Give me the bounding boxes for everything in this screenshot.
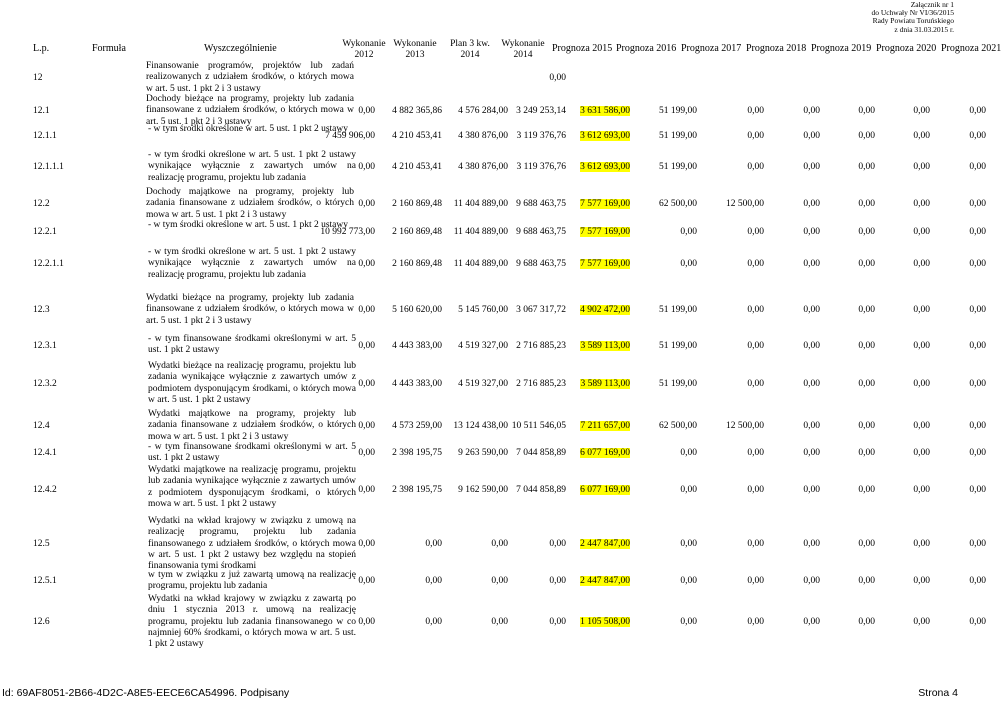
cell-f2021: 0,00 (969, 259, 986, 269)
cell-w2013: 0,00 (425, 539, 442, 549)
row-description: Dochody bieżące na programy, projekty lub zadania finansowane z udziałem środków, o których mowa w art. 5 ust. 1 pkt 2 i 3 ustawy (146, 94, 354, 127)
cell-w2013: 2 398 195,75 (392, 448, 442, 458)
cell-f2017: 0,00 (747, 448, 764, 458)
row-description: - w tym środki określone w art. 5 ust. 1 pkt 2 ustawy wynikające wyłącznie z zawartych umów na realizację programu, projektu lub zadania (148, 247, 356, 280)
cell-f2016: 51 199,00 (659, 131, 697, 141)
cell-f2021: 0,00 (969, 448, 986, 458)
page-number: Strona 4 (918, 687, 958, 699)
row-lp: 12.1.1 (33, 131, 57, 141)
header-w2012-year: 2012 (354, 49, 374, 60)
row-lp: 12.5.1 (33, 576, 57, 586)
row-description: - w tym środki określone w art. 5 ust. 1 pkt 2 ustawy (148, 220, 349, 230)
row-lp: 12.3.1 (33, 341, 57, 351)
cell-w2014: 9 688 463,75 (516, 199, 566, 209)
cell-p2014: 4 519 327,00 (458, 341, 508, 351)
cell-p2014: 0,00 (491, 576, 508, 586)
header-w2013-label: Wykonanie (393, 39, 437, 49)
cell-p2014: 9 162 590,00 (458, 485, 508, 495)
cell-f2021: 0,00 (969, 131, 986, 141)
cell-f2017: 12 500,00 (726, 199, 764, 209)
header-f2018: Prognoza 2018 (746, 43, 807, 54)
row-description: w tym w związku z już zawartą umową na realizację programu, projektu lub zadania (148, 570, 356, 592)
cell-f2020: 0,00 (913, 379, 930, 389)
cell-f2021: 0,00 (969, 379, 986, 389)
cell-f2016: 0,00 (680, 485, 697, 495)
cell-f2021: 0,00 (969, 305, 986, 315)
cell-f2016: 51 199,00 (659, 341, 697, 351)
cell-f2019: 0,00 (858, 105, 875, 116)
row-lp: 12.3.2 (33, 379, 57, 389)
cell-f2018: 0,00 (803, 227, 820, 237)
cell-f2020: 0,00 (913, 341, 930, 351)
cell-w2014: 9 688 463,75 (516, 227, 566, 237)
cell-f2016: 62 500,00 (659, 421, 697, 431)
cell-f2020: 0,00 (913, 485, 930, 495)
cell-f2016: 0,00 (680, 448, 697, 458)
document-id: Id: 69AF8051-2B66-4D2C-A8E5-EECE6CA54996. Podpisany (2, 687, 290, 699)
cell-f2018: 0,00 (803, 539, 820, 549)
cell-f2018: 0,00 (803, 485, 820, 495)
cell-w2013: 2 160 869,48 (392, 259, 442, 269)
cell-w2013: 4 443 383,00 (392, 379, 442, 389)
annex-line-1: Załącznik nr 1 (910, 0, 954, 9)
cell-f2015: 6 077 169,00 (580, 448, 630, 458)
table-row (0, 247, 986, 281)
row-lp: 12 (33, 72, 43, 83)
cell-f2018: 0,00 (803, 131, 820, 141)
cell-w2014: 3 249 253,14 (516, 105, 566, 116)
cell-f2017: 0,00 (747, 131, 764, 141)
cell-f2020: 0,00 (913, 105, 930, 116)
table-row (0, 187, 986, 221)
cell-p2014: 11 404 889,00 (453, 199, 508, 209)
cell-f2017: 12 500,00 (726, 421, 764, 431)
row-lp: 12.1.1.1 (33, 162, 64, 172)
cell-w2014: 0,00 (549, 72, 566, 83)
cell-f2020: 0,00 (913, 227, 930, 237)
cell-f2018: 0,00 (803, 379, 820, 389)
cell-f2015: 2 447 847,00 (580, 539, 630, 549)
header-w2014 (495, 39, 551, 60)
row-description: - w tym środki określone w art. 5 ust. 1 pkt 2 ustawy (148, 124, 349, 134)
header-w2013 (387, 39, 443, 60)
row-lp: 12.2.1 (33, 227, 57, 237)
cell-w2013: 2 160 869,48 (392, 199, 442, 209)
cell-f2021: 0,00 (969, 539, 986, 549)
cell-p2014: 5 145 760,00 (458, 305, 508, 315)
cell-f2021: 0,00 (969, 617, 986, 627)
cell-f2020: 0,00 (913, 448, 930, 458)
row-description: Wydatki na wkład krajowy w związku z umową na realizację programu, projektu lub zadania finansowanego z udziałem środków, o których mowa w art. 5 ust. 1 pkt 2 ustawy bez względu na stopień finansowania tymi środkami (148, 516, 356, 572)
annex-note (824, 1, 954, 34)
cell-w2012: 0,00 (358, 105, 375, 116)
cell-w2013: 4 210 453,41 (392, 131, 442, 141)
header-w2012-label: Wykonanie (342, 39, 386, 49)
cell-w2014: 7 044 858,89 (516, 448, 566, 458)
cell-w2014: 3 067 317,72 (516, 305, 566, 315)
cell-f2015: 3 612 693,00 (580, 162, 630, 172)
cell-w2014: 0,00 (549, 617, 566, 627)
header-f2016: Prognoza 2016 (616, 43, 677, 54)
financial-table (0, 33, 1001, 650)
row-lp: 12.6 (33, 617, 50, 627)
row-description: Wydatki bieżące na programy, projekty lub zadania finansowane z udziałem środków, o których mowa w art. 5 ust. 1 pkt 2 i 3 ustawy (146, 293, 354, 326)
table-row (0, 442, 986, 464)
row-description: Wydatki na wkład krajowy w związku z zawartą po dniu 1 stycznia 2013 r. umową na realizację programu, projektu lub zadania finansowanego w co najmniej 60% środkami, o których mowa w art. 5 ust. 1 pkt 2 ustawy (148, 594, 356, 650)
row-lp: 12.4.1 (33, 448, 57, 458)
header-w2014-label: Wykonanie (501, 39, 545, 49)
cell-w2014: 0,00 (549, 539, 566, 549)
cell-f2021: 0,00 (969, 576, 986, 586)
cell-f2019: 0,00 (858, 131, 875, 141)
cell-w2014: 2 716 885,23 (516, 379, 566, 389)
header-p2014-year: 2014 (460, 49, 480, 60)
cell-w2012: 0,00 (358, 485, 375, 495)
header-f2015: Prognoza 2015 (552, 43, 613, 54)
annex-line-3: Rady Powiatu Toruńskiego (872, 16, 954, 26)
cell-f2021: 0,00 (969, 199, 986, 209)
header-lp: L.p. (33, 43, 50, 54)
cell-f2019: 0,00 (858, 617, 875, 627)
cell-f2018: 0,00 (803, 617, 820, 627)
cell-f2015: 7 577 169,00 (580, 259, 630, 269)
cell-f2018: 0,00 (803, 421, 820, 431)
cell-p2014: 0,00 (491, 539, 508, 549)
row-lp: 12.3 (33, 305, 50, 315)
cell-f2018: 0,00 (803, 259, 820, 269)
cell-f2015: 4 902 472,00 (580, 305, 630, 315)
header-w2014-year: 2014 (513, 49, 533, 60)
header-p2014-label: Plan 3 kw. (450, 39, 490, 49)
header-description: Wyszczególnienie (204, 43, 277, 54)
row-lp: 12.5 (33, 539, 50, 549)
row-lp: 12.4 (33, 421, 50, 431)
row-description: - w tym środki określone w art. 5 ust. 1 pkt 2 ustawy wynikające wyłącznie z zawartych umów na realizację programu, projektu lub zadania (148, 150, 356, 183)
row-description: - w tym finansowane środkami określonymi w art. 5 ust. 1 pkt 2 ustawy (148, 442, 356, 464)
cell-f2015: 1 105 508,00 (580, 617, 630, 627)
cell-p2014: 4 380 876,00 (458, 162, 508, 172)
table-row (0, 334, 986, 358)
cell-w2013: 4 443 383,00 (392, 341, 442, 351)
annex-line-2: do Uchwały Nr VI/36/2015 (871, 8, 954, 18)
header-f2019: Prognoza 2019 (811, 43, 872, 54)
cell-f2019: 0,00 (858, 448, 875, 458)
cell-f2020: 0,00 (913, 305, 930, 315)
cell-f2015: 3 589 113,00 (580, 379, 630, 389)
cell-w2012: 0,00 (358, 617, 375, 627)
cell-w2014: 3 119 376,76 (516, 131, 566, 141)
cell-f2021: 0,00 (969, 421, 986, 431)
table-row (0, 150, 986, 184)
cell-f2016: 0,00 (680, 227, 697, 237)
cell-f2017: 0,00 (747, 576, 764, 586)
header-f2021: Prognoza 2021 (941, 43, 1001, 54)
cell-f2021: 0,00 (969, 341, 986, 351)
cell-f2020: 0,00 (913, 131, 930, 141)
cell-f2015: 7 211 657,00 (580, 421, 630, 431)
cell-w2013: 4 210 453,41 (392, 162, 442, 172)
cell-w2013: 2 160 869,48 (392, 227, 442, 237)
cell-f2017: 0,00 (747, 259, 764, 269)
cell-f2016: 51 199,00 (659, 379, 697, 389)
cell-w2014: 2 716 885,23 (516, 341, 566, 351)
cell-f2015: 7 577 169,00 (580, 227, 630, 237)
cell-f2017: 0,00 (747, 485, 764, 495)
header-formula: Formuła (92, 43, 126, 54)
table-row (0, 594, 986, 650)
header-p2014 (442, 39, 498, 60)
cell-f2015: 6 077 169,00 (580, 485, 630, 495)
cell-f2018: 0,00 (803, 576, 820, 586)
cell-w2012: 0,00 (358, 539, 375, 549)
cell-w2014: 0,00 (549, 576, 566, 586)
cell-f2017: 0,00 (747, 379, 764, 389)
cell-f2021: 0,00 (969, 105, 986, 116)
cell-w2013: 0,00 (425, 617, 442, 627)
cell-f2018: 0,00 (803, 305, 820, 315)
cell-f2019: 0,00 (858, 162, 875, 172)
row-description: Dochody majątkowe na programy, projekty lub zadania finansowane z udziałem środków, o których mowa w art. 5 ust. 1 pkt 2 i 3 ustawy (146, 187, 354, 220)
cell-w2013: 2 398 195,75 (392, 485, 442, 495)
table-row (0, 516, 986, 572)
cell-w2012: 0,00 (358, 448, 375, 458)
row-description: Finansowanie programów, projektów lub zadań realizowanych z udziałem środków, o których mowa w art. 5 ust. 1 pkt 2 i 3 ustawy (146, 61, 354, 94)
row-description: Wydatki bieżące na realizację programu, projektu lub zadania wynikające wyłącznie z zawartych umów z podmiotem dysponującym środkami, o których mowa w art. 5 ust. 1 pkt 2 ustawy (148, 361, 356, 405)
cell-w2014: 10 511 546,05 (511, 421, 566, 431)
cell-f2015: 3 631 586,00 (580, 105, 630, 116)
cell-f2016: 51 199,00 (659, 105, 697, 116)
cell-f2017: 0,00 (747, 539, 764, 549)
page-footer (0, 687, 960, 701)
header-w2012 (336, 39, 392, 60)
cell-p2014: 11 404 889,00 (453, 227, 508, 237)
cell-f2021: 0,00 (969, 485, 986, 495)
cell-f2019: 0,00 (858, 227, 875, 237)
cell-w2013: 5 160 620,00 (392, 305, 442, 315)
cell-w2012: 0,00 (358, 199, 375, 209)
table-row (0, 220, 986, 244)
cell-f2015: 3 612 693,00 (580, 131, 630, 141)
cell-f2020: 0,00 (913, 421, 930, 431)
cell-w2014: 7 044 858,89 (516, 485, 566, 495)
cell-f2017: 0,00 (747, 105, 764, 116)
cell-f2016: 0,00 (680, 259, 697, 269)
row-lp: 12.2.1.1 (33, 259, 64, 269)
cell-f2018: 0,00 (803, 105, 820, 116)
cell-f2019: 0,00 (858, 341, 875, 351)
cell-f2019: 0,00 (858, 379, 875, 389)
cell-f2016: 51 199,00 (659, 162, 697, 172)
cell-p2014: 9 263 590,00 (458, 448, 508, 458)
cell-w2012: 10 992 773,00 (320, 227, 375, 237)
table-row (0, 570, 986, 592)
row-description: Wydatki majątkowe na programy, projekty lub zadania finansowane z udziałem środków, o których mowa w art. 5 ust. 1 pkt 2 i 3 ustawy (148, 409, 356, 442)
cell-w2012: 0,00 (358, 421, 375, 431)
cell-w2013: 4 882 365,86 (392, 105, 442, 116)
cell-f2021: 0,00 (969, 227, 986, 237)
cell-f2020: 0,00 (913, 199, 930, 209)
cell-f2017: 0,00 (747, 162, 764, 172)
table-row (0, 61, 960, 94)
cell-f2019: 0,00 (858, 199, 875, 209)
cell-f2019: 0,00 (858, 305, 875, 315)
cell-p2014: 11 404 889,00 (453, 259, 508, 269)
cell-f2015: 7 577 169,00 (580, 199, 630, 209)
cell-f2020: 0,00 (913, 539, 930, 549)
table-row (0, 94, 986, 127)
row-lp: 12.2 (33, 199, 50, 209)
cell-f2017: 0,00 (747, 341, 764, 351)
cell-f2016: 0,00 (680, 539, 697, 549)
cell-w2012: 0,00 (358, 341, 375, 351)
row-description: Wydatki majątkowe na realizację programu, projektu lub zadania wynikające wyłącznie z zawartych umów z podmiotem dysponującym środkami, o których mowa w art. 5 ust. 1 pkt 2 ustawy (148, 465, 356, 509)
cell-f2019: 0,00 (858, 576, 875, 586)
cell-f2016: 0,00 (680, 617, 697, 627)
cell-f2015: 2 447 847,00 (580, 576, 630, 586)
cell-f2019: 0,00 (858, 421, 875, 431)
cell-w2014: 3 119 376,76 (516, 162, 566, 172)
cell-f2020: 0,00 (913, 259, 930, 269)
cell-f2016: 62 500,00 (659, 199, 697, 209)
header-w2013-year: 2013 (405, 49, 425, 60)
cell-p2014: 4 576 284,00 (458, 105, 508, 116)
row-description: - w tym finansowane środkami określonymi w art. 5 ust. 1 pkt 2 ustawy (148, 334, 356, 356)
cell-f2021: 0,00 (969, 162, 986, 172)
cell-f2015: 3 589 113,00 (580, 341, 630, 351)
row-lp: 12.4.2 (33, 485, 57, 495)
cell-f2017: 0,00 (747, 305, 764, 315)
annex-line-4: z dnia 31.03.2015 r. (894, 24, 954, 34)
cell-f2020: 0,00 (913, 576, 930, 586)
table-row (0, 293, 986, 327)
cell-w2012: 0,00 (358, 259, 375, 269)
row-lp: 12.1 (33, 105, 50, 116)
cell-f2019: 0,00 (858, 259, 875, 269)
cell-f2020: 0,00 (913, 617, 930, 627)
cell-f2017: 0,00 (747, 227, 764, 237)
table-row (0, 465, 986, 515)
cell-f2018: 0,00 (803, 199, 820, 209)
header-f2017: Prognoza 2017 (681, 43, 742, 54)
table-row (0, 124, 986, 148)
cell-w2012: 0,00 (358, 162, 375, 172)
cell-w2012: 0,00 (358, 379, 375, 389)
cell-w2012: 7 459 906,00 (325, 131, 375, 141)
cell-f2019: 0,00 (858, 539, 875, 549)
cell-f2020: 0,00 (913, 162, 930, 172)
table-row (0, 361, 986, 407)
cell-f2017: 0,00 (747, 617, 764, 627)
cell-f2016: 0,00 (680, 576, 697, 586)
cell-f2018: 0,00 (803, 448, 820, 458)
cell-p2014: 0,00 (491, 617, 508, 627)
cell-p2014: 13 124 438,00 (453, 421, 508, 431)
cell-f2018: 0,00 (803, 162, 820, 172)
cell-w2012: 0,00 (358, 576, 375, 586)
cell-w2014: 9 688 463,75 (516, 259, 566, 269)
cell-f2018: 0,00 (803, 341, 820, 351)
header-f2020: Prognoza 2020 (876, 43, 937, 54)
cell-p2014: 4 380 876,00 (458, 131, 508, 141)
cell-w2013: 0,00 (425, 576, 442, 586)
cell-w2012: 0,00 (358, 305, 375, 315)
cell-f2016: 51 199,00 (659, 305, 697, 315)
cell-p2014: 4 519 327,00 (458, 379, 508, 389)
cell-w2013: 4 573 259,00 (392, 421, 442, 431)
table-row (0, 409, 986, 443)
cell-f2019: 0,00 (858, 485, 875, 495)
